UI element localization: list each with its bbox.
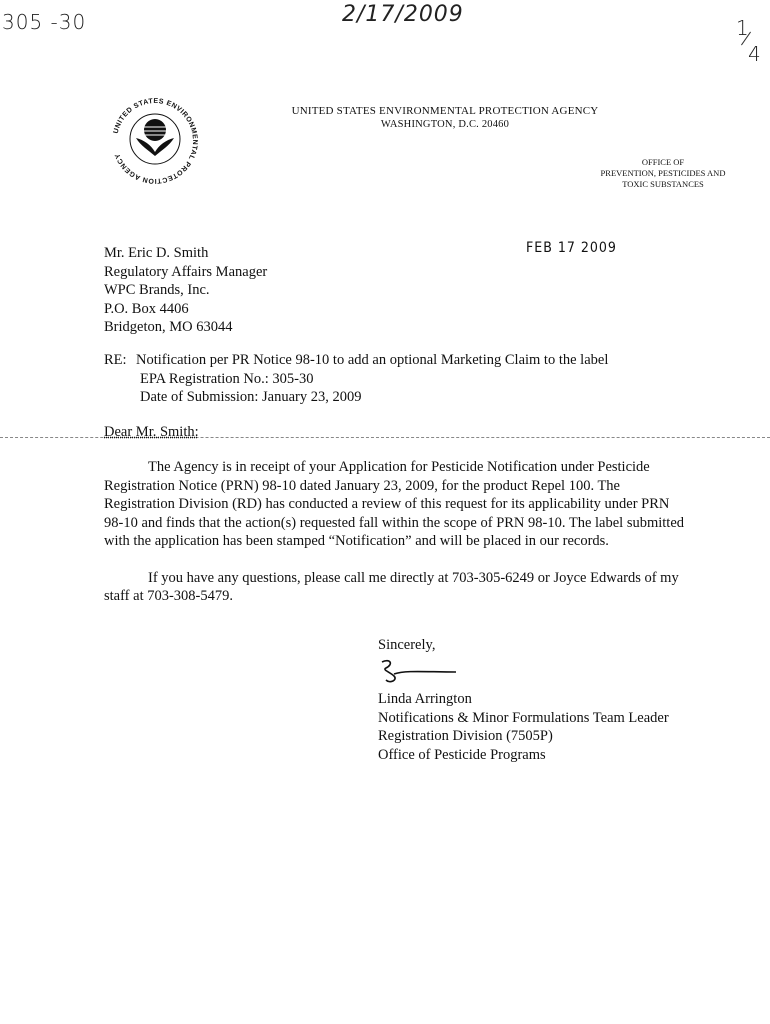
re-submission-date: Date of Submission: January 23, 2009	[140, 389, 362, 405]
handwritten-page-top: 1	[736, 16, 749, 40]
re-label: RE:	[104, 352, 127, 368]
recipient-address-line-1: P.O. Box 4406	[104, 300, 189, 317]
signer-title: Notifications & Minor Formulations Team Leader	[378, 709, 669, 726]
office-line-2: PREVENTION, PESTICIDES AND	[600, 168, 726, 178]
re-block	[136, 351, 696, 407]
signature	[376, 656, 466, 686]
re-registration-number: EPA Registration No.: 305-30	[140, 370, 314, 387]
recipient-address	[104, 244, 267, 337]
seal-text: UNITED STATES ENVIRONMENTAL PROTECTION AGENCY	[112, 97, 199, 185]
signature-icon	[376, 656, 466, 686]
letter-body	[104, 458, 686, 606]
signer-office: Office of Pesticide Programs	[378, 746, 546, 763]
body-paragraph-2: If you have any questions, please call me directly at 703-305-6249 or Joyce Edwards of my staff at 703-308-5479.	[104, 569, 679, 604]
office-line-1: OFFICE OF	[641, 157, 685, 167]
office-line-3: TOXIC SUBSTANCES	[622, 179, 704, 189]
recipient-address-line-2: Bridgeton, MO 63044	[104, 319, 233, 335]
recipient-company: WPC Brands, Inc.	[104, 282, 210, 298]
recipient-title: Regulatory Affairs Manager	[104, 263, 268, 280]
agency-name: UNITED STATES ENVIRONMENTAL PROTECTION AGENCY	[291, 105, 599, 117]
date-stamp: FEB 17 2009	[526, 240, 617, 256]
epa-seal	[108, 94, 202, 188]
epa-seal-icon	[108, 94, 202, 188]
handwritten-page-bottom: 4	[748, 42, 761, 66]
signer-name: Linda Arrington	[378, 691, 472, 707]
signer-division: Registration Division (7505P)	[378, 728, 553, 744]
salutation: Dear Mr. Smith:	[104, 424, 199, 440]
handwritten-file-number: 305 -30	[2, 10, 87, 34]
agency-location: WASHINGTON, D.C. 20460	[380, 119, 510, 130]
signature-block	[378, 690, 669, 764]
body-paragraph-1: The Agency is in receipt of your Application for Pesticide Notification under Pesticide Registration Notice (PRN) 98-10 dated January 23, 2009, for the product Repel 100. The Registration Division (RD) has conducted a review of this request for its applicability under PRN 98-10 and finds that the action(s) requested fall within the scope of PRN 98-10. The label submitted with the application has been stamped “Notification” and will be placed in our records.	[104, 459, 685, 549]
re-subject: Notification per PR Notice 98-10 to add an optional Marketing Claim to the label	[136, 352, 609, 368]
closing-salutation: Sincerely,	[378, 637, 436, 653]
recipient-name: Mr. Eric D. Smith	[104, 245, 209, 261]
handwritten-date: 2/17/2009	[342, 2, 464, 27]
office-block	[588, 157, 738, 190]
